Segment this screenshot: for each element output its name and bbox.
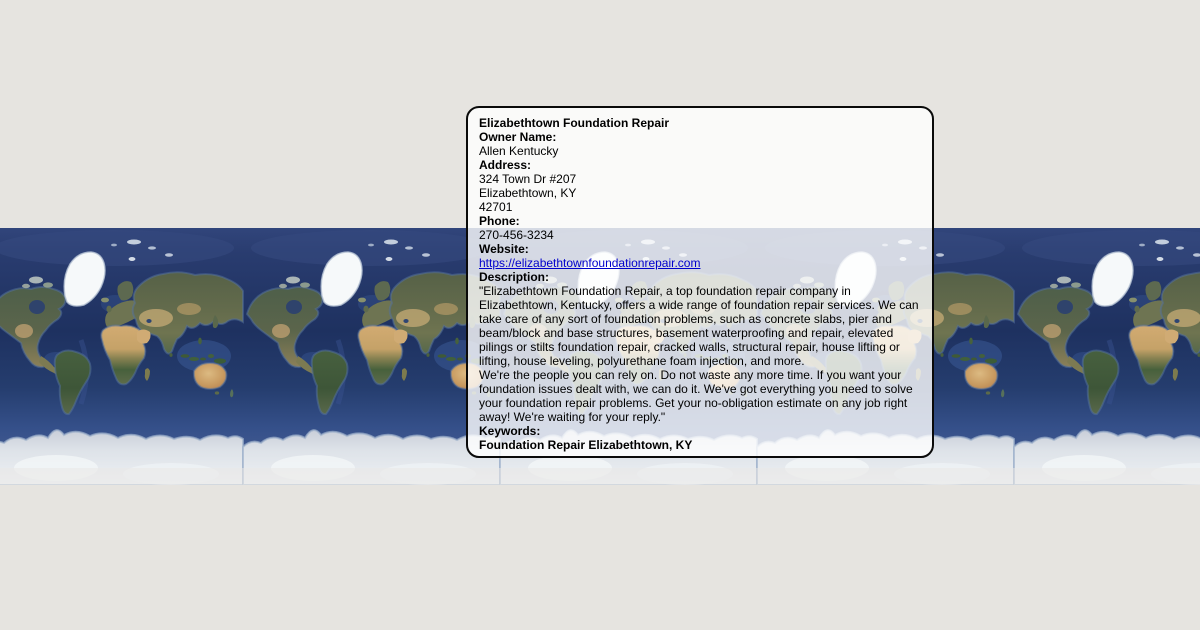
owner-name-label: Owner Name: (479, 130, 557, 144)
description-label: Description: (479, 270, 550, 284)
description-paragraph-2: We're the people you can rely on. Do not waste any more time. If you want your foundation issues dealt with, we can do it. We've got everything you need to solve your foundation repair problems. Get your no-obligation estimate on any job right away! We're waiting for your reply." (479, 368, 913, 424)
business-info-card (466, 106, 934, 458)
website-link[interactable]: https://elizabethtownfoundationrepair.com (479, 256, 701, 270)
business-name: Elizabethtown Foundation Repair (479, 116, 669, 130)
address-city-state: Elizabethtown, KY (479, 186, 577, 200)
phone-value: 270-456-3234 (479, 228, 554, 242)
description-paragraph-1: "Elizabethtown Foundation Repair, a top foundation repair company in Elizabethtown, Kentucky, offers a wide range of foundation repair services. We can take care of any sort of foundation problems, such as concrete slabs, pier and beam/block and base structures, basement waterproofing and repair, elevated pilings or stilts foundation repair, cracked walls, structural repair, house lifting or lifting, house leveling, polyurethane foam injection, and more. (479, 284, 919, 368)
owner-name-value: Allen Kentucky (479, 144, 559, 158)
address-zip: 42701 (479, 200, 513, 214)
map-bottom-fade (0, 468, 1200, 485)
website-label: Website: (479, 242, 529, 256)
phone-label: Phone: (479, 214, 520, 228)
address-label: Address: (479, 158, 532, 172)
address-street: 324 Town Dr #207 (479, 172, 577, 186)
keywords-value: Foundation Repair Elizabethtown, KY (479, 438, 693, 452)
keywords-label: Keywords: (479, 424, 541, 438)
